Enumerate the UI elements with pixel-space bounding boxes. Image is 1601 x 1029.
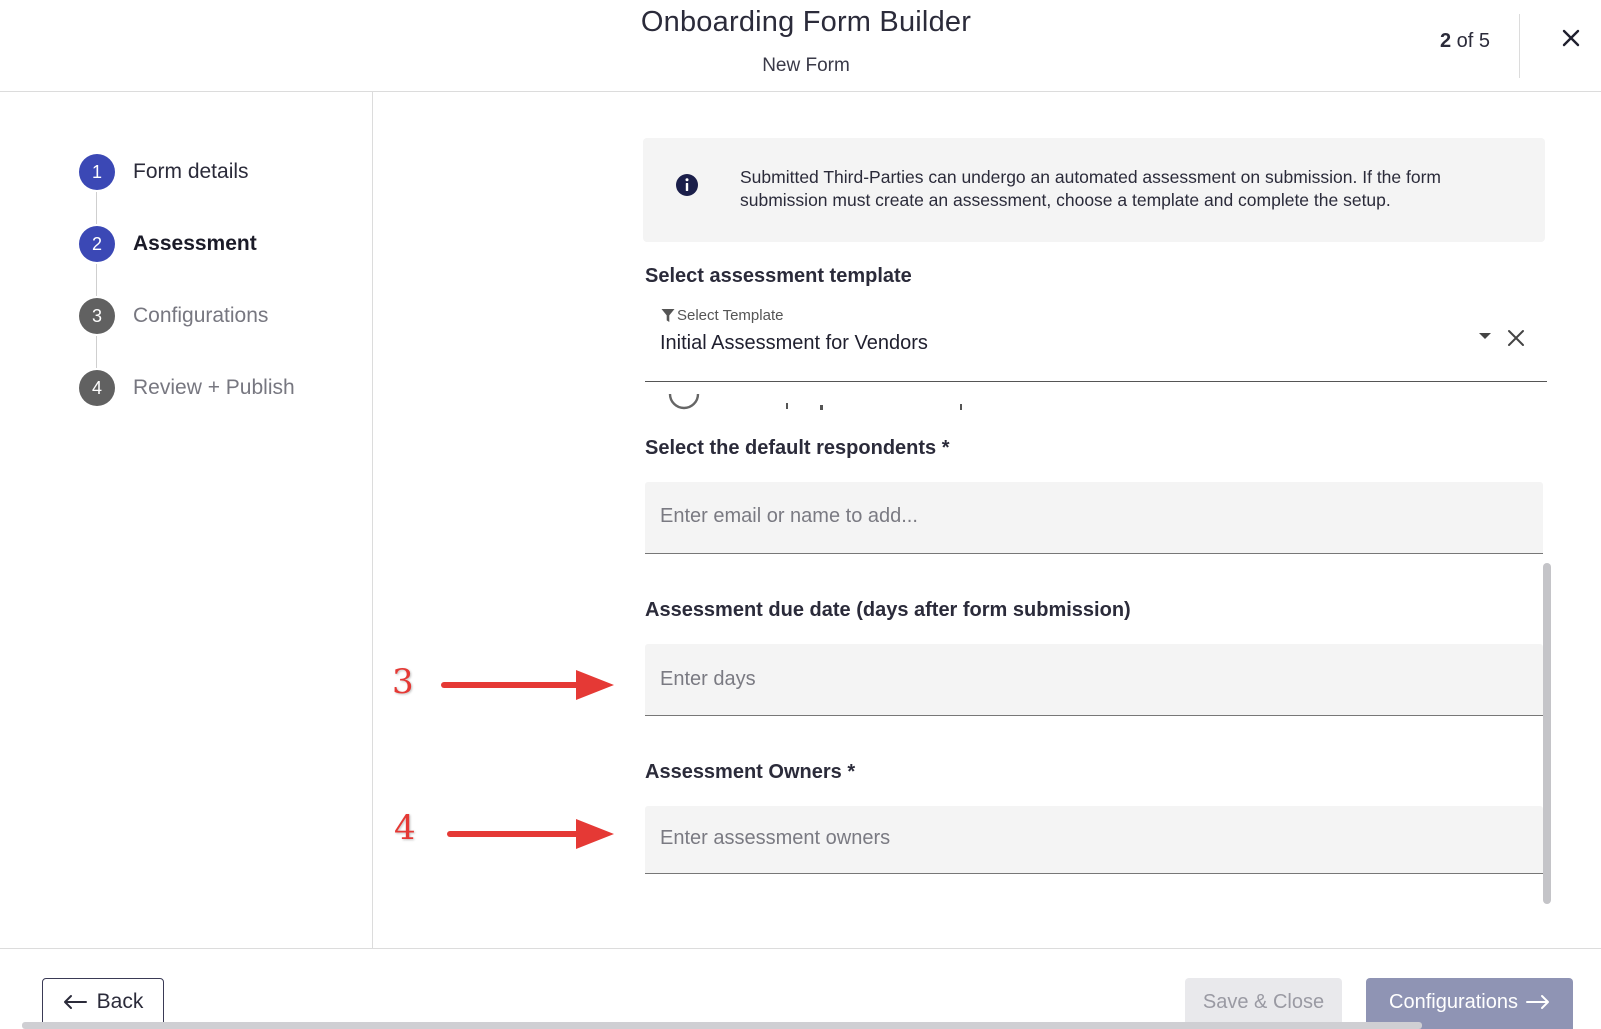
step-form-details[interactable] [79, 154, 295, 226]
template-float-label [661, 307, 783, 324]
clipped-glyphs [780, 397, 980, 410]
close-button[interactable] [1555, 22, 1587, 54]
save-close-label: Save & Close [1202, 990, 1325, 1013]
respondents-label: Select the default respondents * [645, 437, 950, 459]
page-title: Onboarding Form Builder [640, 6, 972, 38]
step-connector [96, 264, 97, 296]
filter-icon [661, 308, 675, 323]
step-number: 4 [79, 370, 115, 406]
step-review-publish[interactable] [79, 370, 295, 442]
back-button-label: Back [96, 990, 144, 1013]
clear-icon[interactable] [1504, 326, 1528, 350]
info-text: Submitted Third-Parties can undergo an automated assessment on submission. If the form submission must create an assessment, choose a template and complete the setup. [740, 167, 1442, 210]
template-select[interactable] [645, 300, 1547, 382]
due-date-label: Assessment due date (days after form submission) [645, 599, 1131, 621]
step-label: Assessment [133, 232, 257, 255]
respondents-input[interactable] [645, 482, 1543, 554]
step-connector [96, 192, 97, 224]
stepper-sidebar [0, 92, 373, 948]
info-icon [675, 173, 699, 197]
due-date-input[interactable] [645, 644, 1543, 716]
arrow-right-icon [1526, 994, 1550, 1010]
step-label: Form details [133, 160, 249, 183]
step-connector [96, 336, 97, 368]
template-float-label-text: Select Template [677, 307, 784, 324]
info-banner [643, 138, 1545, 242]
owners-input[interactable] [645, 806, 1543, 874]
annotation-number-3: 3 [392, 662, 414, 702]
chevron-down-icon[interactable] [1477, 328, 1493, 344]
header-divider [1519, 14, 1520, 78]
template-section-label: Select assessment template [645, 265, 912, 287]
pager-total: of 5 [1451, 30, 1491, 52]
next-step-label: Configurations [1389, 990, 1518, 1013]
arrow-left-icon [63, 994, 87, 1010]
step-configurations[interactable] [79, 298, 295, 370]
annotation-arrow-icon [446, 815, 618, 853]
respondents-placeholder: Enter email or name to add... [660, 505, 918, 527]
footer [0, 948, 1601, 1029]
clipped-content [780, 396, 980, 410]
loading-spinner-icon [666, 392, 702, 414]
header [0, 0, 1601, 92]
owners-label: Assessment Owners * [645, 761, 856, 783]
step-number: 3 [79, 298, 115, 334]
step-number: 2 [79, 226, 115, 262]
step-pager [1440, 30, 1490, 53]
owners-placeholder: Enter assessment owners [660, 827, 891, 849]
step-label: Configurations [133, 304, 269, 327]
annotation-arrow-icon [440, 666, 618, 704]
stepper [79, 154, 295, 442]
step-number: 1 [79, 154, 115, 190]
horizontal-scrollbar[interactable] [22, 1022, 1422, 1029]
vertical-scrollbar[interactable] [1543, 563, 1551, 904]
due-date-placeholder: Enter days [660, 668, 756, 690]
template-value: Initial Assessment for Vendors [660, 332, 928, 354]
close-icon [1562, 29, 1580, 47]
step-assessment[interactable] [79, 226, 295, 298]
annotation-number-4: 4 [394, 808, 416, 848]
pager-current: 2 [1440, 30, 1452, 52]
step-label: Review + Publish [133, 376, 295, 399]
page-subtitle: New Form [762, 55, 850, 76]
